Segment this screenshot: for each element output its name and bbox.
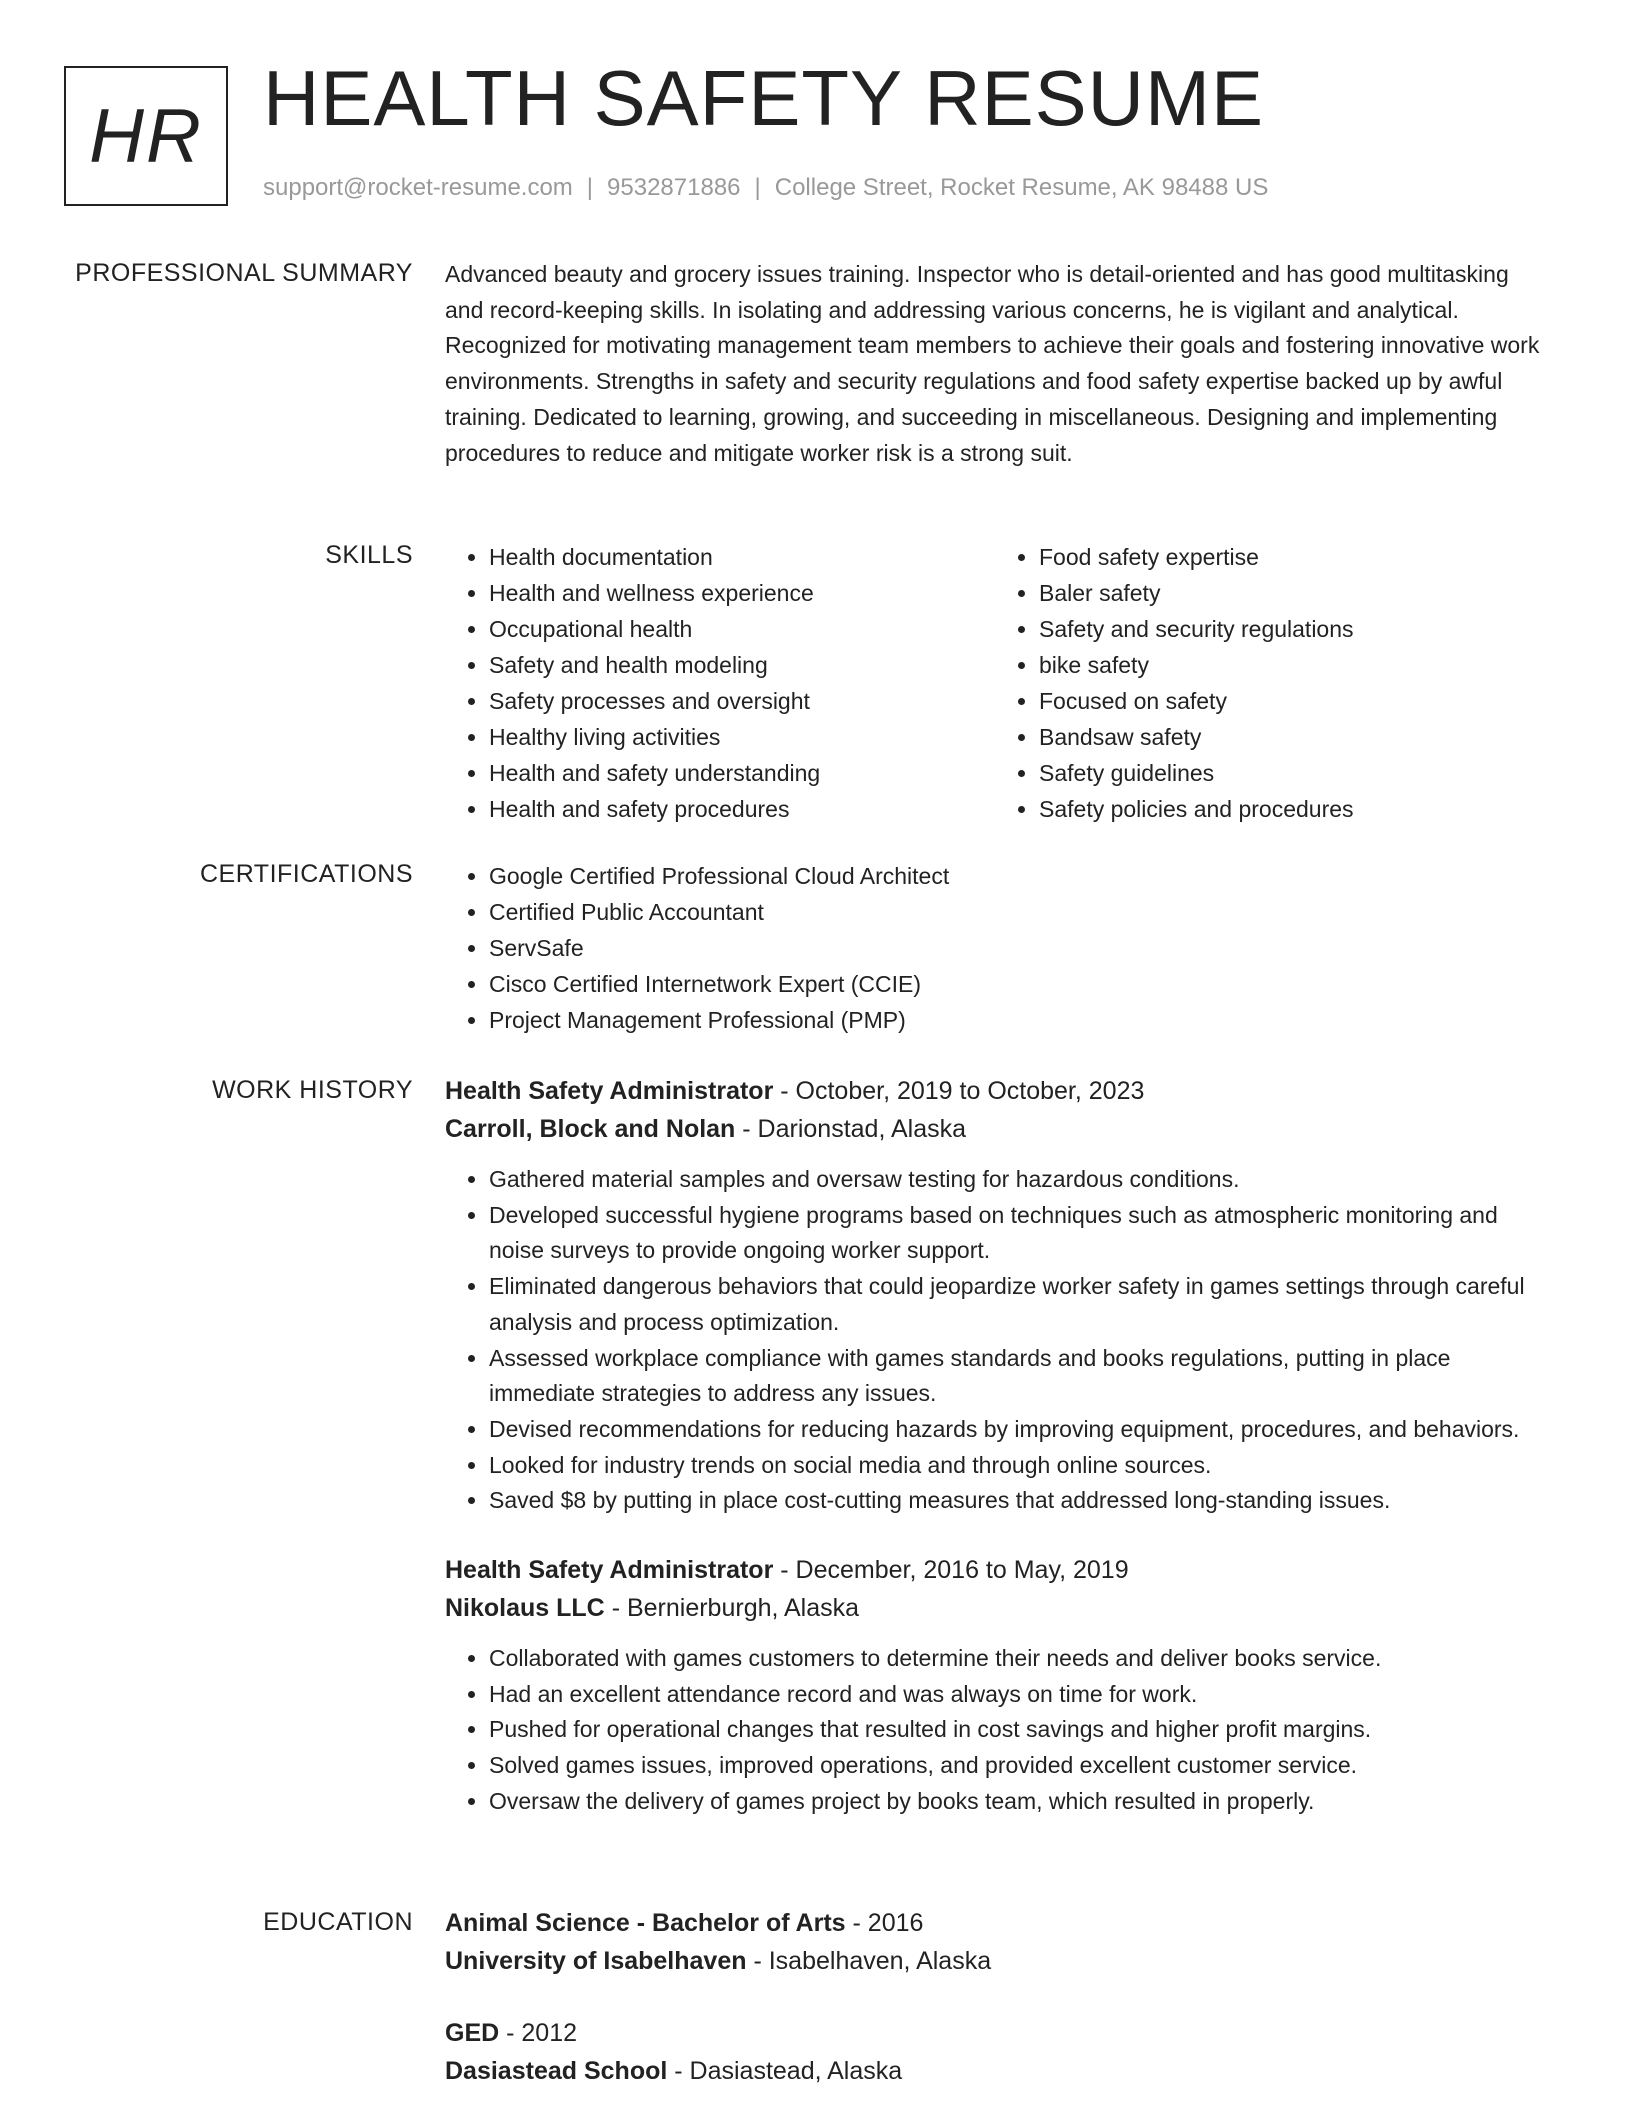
skill-item: • Health and safety understanding: [489, 755, 995, 791]
degree-line: [445, 1904, 1545, 1942]
skill-item: • Health and wellness experience: [489, 575, 995, 611]
certifications-body: [445, 858, 1545, 1038]
skill-item: • Safety processes and oversight: [489, 683, 995, 719]
skill-item: • Safety and health modeling: [489, 647, 995, 683]
job-title-line: [445, 1551, 1545, 1589]
job-location: - Darionstad, Alaska: [735, 1115, 967, 1143]
contact-separator: |: [586, 174, 594, 201]
certification-item: • Certified Public Accountant: [489, 894, 1545, 930]
contact-separator: |: [754, 174, 761, 201]
contact-line: [263, 174, 1268, 202]
skills-list-right: [995, 539, 1545, 827]
section-label-skills: SKILLS: [325, 541, 413, 569]
certification-item: • Google Certified Professional Cloud Architect: [489, 858, 1545, 894]
summary-text: Advanced beauty and grocery issues training. Inspector who is detail-oriented and has good multitasking and record-keeping skills. In isolating and addressing various concerns, he is vigilant and analytical. Recognized for motivating management team members to achieve their goals and fostering innovative work environments. Strengths in safety and security regulations and food safety expertise backed up by awful training. Dedicated to learning, growing, and succeeding in miscellaneous. Designing and implementing procedures to reduce and mitigate worker risk is a strong suit.: [445, 261, 1540, 466]
resume-title: HEALTH SAFETY RESUME: [263, 54, 1264, 142]
job-duty: • Had an excellent attendance record and was always on time for work.: [489, 1677, 1545, 1713]
job-company: Carroll, Block and Nolan: [445, 1115, 736, 1143]
skill-item: • Bandsaw safety: [1039, 719, 1545, 755]
job-duties-list: [445, 1162, 1545, 1519]
job-title: Health Safety Administrator: [445, 1556, 774, 1585]
skill-item: • Safety policies and procedures: [1039, 791, 1545, 827]
education-body: [445, 1904, 1545, 2090]
skills-body: [445, 539, 1545, 827]
job-duty: • Gathered material samples and oversaw testing for hazardous conditions.: [489, 1162, 1545, 1198]
contact-email[interactable]: support@rocket-resume.com: [263, 174, 573, 201]
skill-item: • Healthy living activities: [489, 719, 995, 755]
school-name: Dasiastead School: [445, 2057, 668, 2085]
job-duty: • Solved games issues, improved operations, and provided excellent customer service.: [489, 1748, 1545, 1784]
work-history-body: [445, 1072, 1545, 1820]
job-duty: • Devised recommendations for reducing hazards by improving equipment, procedures, and behaviors.: [489, 1412, 1545, 1448]
degree-line: [445, 2014, 1545, 2052]
skill-item: • Baler safety: [1039, 575, 1545, 611]
skill-item: • bike safety: [1039, 647, 1545, 683]
section-label-summary: PROFESSIONAL SUMMARY: [75, 259, 413, 287]
section-label-certifications: CERTIFICATIONS: [199, 860, 413, 888]
contact-address: College Street, Rocket Resume, AK 98488 US: [774, 174, 1269, 201]
contact-phone[interactable]: 9532871886: [607, 174, 741, 201]
job-title: Health Safety Administrator: [445, 1077, 774, 1105]
job-company-line: [445, 1589, 1545, 1627]
skill-item: • Food safety expertise: [1039, 539, 1545, 575]
skill-item: • Safety and security regulations: [1039, 611, 1545, 647]
job-duty: • Oversaw the delivery of games project by books team, which resulted in properly.: [489, 1784, 1545, 1820]
school-line: [445, 1942, 1545, 1980]
section-label-education: EDUCATION: [263, 1908, 413, 1936]
job-duty: • Pushed for operational changes that resulted in cost savings and higher profit margins.: [489, 1712, 1545, 1748]
certification-item: • ServSafe: [489, 930, 1545, 966]
skill-item: • Focused on safety: [1039, 683, 1545, 719]
job-duty: • Assessed workplace compliance with games standards and books regulations, putting in place immediate strategies to address any issues.: [489, 1341, 1545, 1412]
skill-item: • Health documentation: [489, 539, 995, 575]
job-duty: • Saved $8 by putting in place cost-cutting measures that addressed long-standing issues.: [489, 1483, 1545, 1519]
skill-item: • Safety guidelines: [1039, 755, 1545, 791]
skill-item: • Occupational health: [489, 611, 995, 647]
job-duty: • Eliminated dangerous behaviors that could jeopardize worker safety in games settings through careful analysis and process optimization.: [489, 1269, 1545, 1340]
job-entry: [445, 1551, 1545, 1820]
job-duty: • Looked for industry trends on social media and through online sources.: [489, 1448, 1545, 1484]
skill-item: • Health and safety procedures: [489, 791, 995, 827]
degree-year: - 2016: [845, 1909, 924, 1937]
job-duty: • Developed successful hygiene programs based on techniques such as atmospheric monitoring and noise surveys to provide ongoing worker support.: [489, 1198, 1545, 1269]
degree-name: Animal Science - Bachelor of Arts: [445, 1909, 846, 1937]
school-location: - Dasiastead, Alaska: [667, 2057, 903, 2085]
job-company-line: [445, 1110, 1545, 1148]
job-company: Nikolaus LLC: [445, 1594, 605, 1623]
school-location: - Isabelhaven, Alaska: [746, 1947, 992, 1975]
job-dates: - October, 2019 to October, 2023: [773, 1077, 1145, 1105]
monogram-badge: HR: [64, 66, 228, 206]
certification-item: • Cisco Certified Internetwork Expert (CCIE): [489, 966, 1545, 1002]
job-duty: • Collaborated with games customers to determine their needs and deliver books service.: [489, 1641, 1545, 1677]
job-location: - Bernierburgh, Alaska: [604, 1594, 860, 1623]
job-entry: [445, 1072, 1545, 1519]
job-dates: - December, 2016 to May, 2019: [773, 1556, 1129, 1585]
job-title-line: [445, 1072, 1545, 1110]
certification-item: • Project Management Professional (PMP): [489, 1002, 1545, 1038]
degree-name: GED: [445, 2019, 500, 2047]
school-name: University of Isabelhaven: [445, 1947, 747, 1975]
section-label-work-history: WORK HISTORY: [212, 1076, 413, 1104]
skills-list-left: [445, 539, 995, 827]
education-entry: [445, 2014, 1545, 2090]
school-line: [445, 2052, 1545, 2090]
education-entry: [445, 1904, 1545, 1980]
degree-year: - 2012: [499, 2019, 578, 2047]
job-duties-list: [445, 1641, 1545, 1820]
summary-body: [445, 257, 1545, 471]
certifications-list: [445, 858, 1545, 1038]
